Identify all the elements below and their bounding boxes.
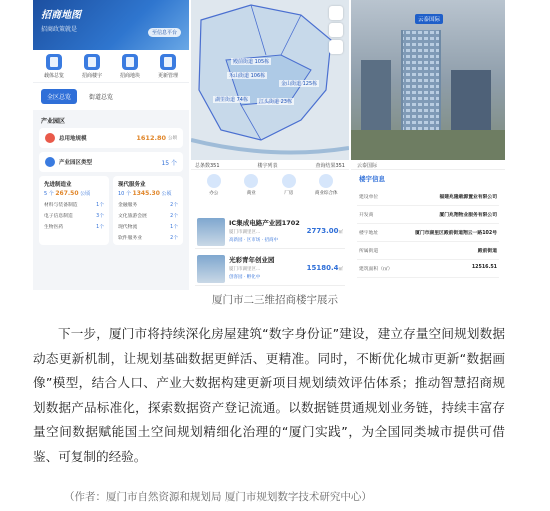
box-title: 先进制造业 [44, 182, 72, 188]
category-office[interactable] [201, 174, 227, 196]
row-key: 楼宇地址 [359, 231, 379, 236]
category-factory[interactable] [276, 174, 302, 196]
map-label[interactable]: 禾山街道 106栋 [229, 73, 266, 79]
row-value: 厦门市湖里区殿前街道翔云一路102号 [415, 231, 497, 236]
building-name: 光彩青年创业园 [229, 256, 275, 264]
tab-district-overview[interactable]: 全区总览 [41, 89, 77, 104]
category-complex[interactable] [313, 174, 339, 196]
row-value: 2个 [170, 203, 178, 208]
category-label: 商业综合体 [315, 191, 338, 196]
row-value: 2个 [170, 236, 178, 241]
table-row [357, 242, 499, 260]
category-label: 厂房 [284, 191, 294, 196]
table-row [357, 260, 499, 278]
list-title[interactable]: 楼宇列表 [257, 163, 278, 169]
building-area [307, 264, 343, 285]
quick-icon-label: 招商地块 [119, 73, 140, 79]
row-key: 电子信息制造 [44, 214, 73, 219]
row-key: 现代物流 [118, 225, 138, 230]
building-bar [351, 160, 505, 170]
building-tags: 创客园 · 孵化中 [229, 275, 261, 280]
row-value: 1个 [170, 225, 178, 230]
screenshot-collage [33, 0, 505, 290]
row-key: 建筑面积（㎡） [359, 267, 393, 272]
banner [33, 0, 189, 50]
carrier-icon [46, 54, 62, 70]
total-count: 总条数351 [195, 163, 220, 169]
map-label[interactable]: 江头街道 23栋 [259, 99, 292, 105]
building-area [307, 227, 343, 248]
building-address: 厦门市湖里区... [229, 230, 261, 235]
list-item [118, 201, 178, 208]
map-graphic [191, 0, 349, 160]
district-map[interactable] [191, 0, 349, 160]
quick-icon-land[interactable] [113, 54, 147, 79]
category-label: 商业 [246, 191, 256, 196]
row-key: 金融服务 [118, 203, 138, 208]
3d-graphic [351, 0, 505, 160]
tab-street-overview[interactable]: 街道总览 [89, 94, 114, 101]
author-credit: （作者：厦门市自然资源和规划局 厦门市规划数字技术研究中心） [64, 491, 372, 503]
park-type-card[interactable] [39, 152, 183, 172]
banner-title: 招商地图 [41, 10, 81, 21]
list-item [118, 212, 178, 219]
section-title: 产业园区 [41, 118, 66, 125]
building-3d-panel [351, 0, 505, 290]
body-paragraph: 下一步，厦门市将持续深化房屋建筑“数字身份证”建设，建立存量空间规划数据动态更新机制，让规划基础数据更鲜活、更精准。同时，不断优化城市更新“数据画像”模型，结合人口、产业大数据构建更新项目规划绩效评估体系；推动智慧招商规划数据产品标准化，探索数据资产登记流通。以数据链贯通规划业务链，持续丰富存量空间数据赋能国土空间规划精细化治理的“厦门实践”，为全国同类城市提供可借鉴、可复制的经验。 [33, 326, 505, 464]
row-value: 厦门兆翔物业服务有限公司 [439, 213, 497, 218]
3d-scene[interactable] [351, 0, 505, 160]
map-label[interactable]: 殿前街道 105栋 [233, 59, 270, 65]
category-commercial[interactable] [238, 174, 264, 196]
factory-icon [282, 174, 296, 188]
box-count: 10 个 [118, 191, 131, 197]
quick-icon-label: 载体总览 [43, 73, 64, 79]
land-icon [122, 54, 138, 70]
quick-icon-carrier[interactable] [37, 54, 71, 79]
renewal-icon [160, 54, 176, 70]
area-unit: ㎡ [338, 267, 343, 272]
park-type-label: 产业园区类型 [59, 160, 93, 166]
shop-icon [244, 174, 258, 188]
building-thumbnail [197, 218, 225, 246]
row-value: 1个 [96, 225, 104, 230]
row-value: 福建兆隆载源置业有限公司 [439, 195, 497, 200]
office-icon [207, 174, 221, 188]
park-type-icon [45, 157, 55, 167]
category-label: 办公 [209, 191, 219, 196]
list-item [44, 201, 104, 208]
building-tags: 高新园 · 区市场 · 招商中 [229, 238, 279, 243]
row-value: 12516.51 [471, 265, 497, 270]
box-area: 267.50 [55, 190, 79, 197]
row-value: 殿前街道 [477, 249, 497, 254]
list-item [44, 223, 104, 230]
map-label[interactable]: 湖里街道 74栋 [215, 97, 248, 103]
map-label[interactable]: 金山街道 125栋 [281, 81, 318, 87]
area-unit: ㎡ [338, 230, 343, 235]
table-row [357, 206, 499, 224]
table-row [357, 188, 499, 206]
table-row [357, 224, 499, 242]
list-item [118, 234, 178, 241]
park-type-count: 15 个 [161, 159, 177, 167]
row-key: 开发商 [359, 213, 374, 218]
total-area-value: 1612.80 [136, 134, 166, 142]
services-box [113, 176, 183, 245]
quick-icon-renewal[interactable] [151, 54, 185, 79]
building-address: 厦门市湖里区... [229, 267, 261, 272]
row-key: 文化旅游会展 [118, 214, 147, 219]
area-value: 15180.4 [306, 264, 339, 272]
building-bar-title[interactable]: 云泰国际 [357, 163, 378, 169]
total-area-unit: 公顷 [168, 136, 177, 141]
area-value: 2773.00 [306, 227, 339, 235]
complex-icon [319, 174, 333, 188]
banner-subtitle: 招商政策就是 [41, 26, 78, 33]
category-filters [191, 172, 349, 198]
row-value: 2个 [170, 214, 178, 219]
box-unit: 公顷 [161, 191, 172, 197]
building-map-panel [191, 0, 349, 290]
list-item [118, 223, 178, 230]
box-title: 现代服务业 [118, 182, 146, 188]
row-key: 软件服务业 [118, 236, 142, 241]
industry-grid [39, 176, 183, 245]
layer-toggle-button[interactable] [329, 6, 343, 20]
list-item[interactable] [195, 252, 345, 286]
legend-button[interactable] [329, 40, 343, 54]
box-area: 1345.30 [132, 190, 160, 197]
total-area-card [39, 128, 183, 148]
building-thumbnail [197, 255, 225, 283]
list-item [44, 212, 104, 219]
area-icon [45, 133, 55, 143]
row-value: 3个 [96, 214, 104, 219]
map-controls [329, 6, 345, 57]
figure-caption: 厦门市二三维招商楼宇展示 [212, 294, 338, 306]
box-unit: 公顷 [80, 191, 91, 197]
list-header [191, 160, 349, 170]
quick-icons [33, 50, 189, 82]
building-info-table [357, 188, 499, 278]
info-title: 楼宇信息 [359, 175, 385, 183]
row-key: 材料与装备制造 [44, 203, 78, 208]
total-area-label: 总用地规模 [59, 136, 87, 142]
investment-overview-panel [33, 0, 189, 290]
quick-icon-label: 招商楼宇 [81, 73, 102, 79]
quick-icon-building[interactable] [75, 54, 109, 79]
building-name: IC集成电路产业园1702 [229, 219, 300, 227]
building-icon [84, 54, 100, 70]
scene-building-label[interactable]: 云泰国际 [415, 14, 443, 24]
box-summary [118, 190, 178, 197]
locate-button[interactable] [329, 23, 343, 37]
row-key: 所属街道 [359, 249, 379, 254]
box-count: 5 个 [44, 191, 54, 197]
quick-icon-label: 更新管理 [157, 73, 178, 79]
row-key: 建设单位 [359, 195, 379, 200]
box-summary [44, 190, 104, 197]
row-value: 1个 [96, 203, 104, 208]
manufacturing-box [39, 176, 109, 245]
result-count: 查询结果351 [315, 163, 345, 169]
banner-pill[interactable]: 至信息平台 [148, 28, 181, 37]
row-key: 生物医药 [44, 225, 64, 230]
overview-tabs [33, 82, 189, 110]
list-item[interactable] [195, 215, 345, 249]
